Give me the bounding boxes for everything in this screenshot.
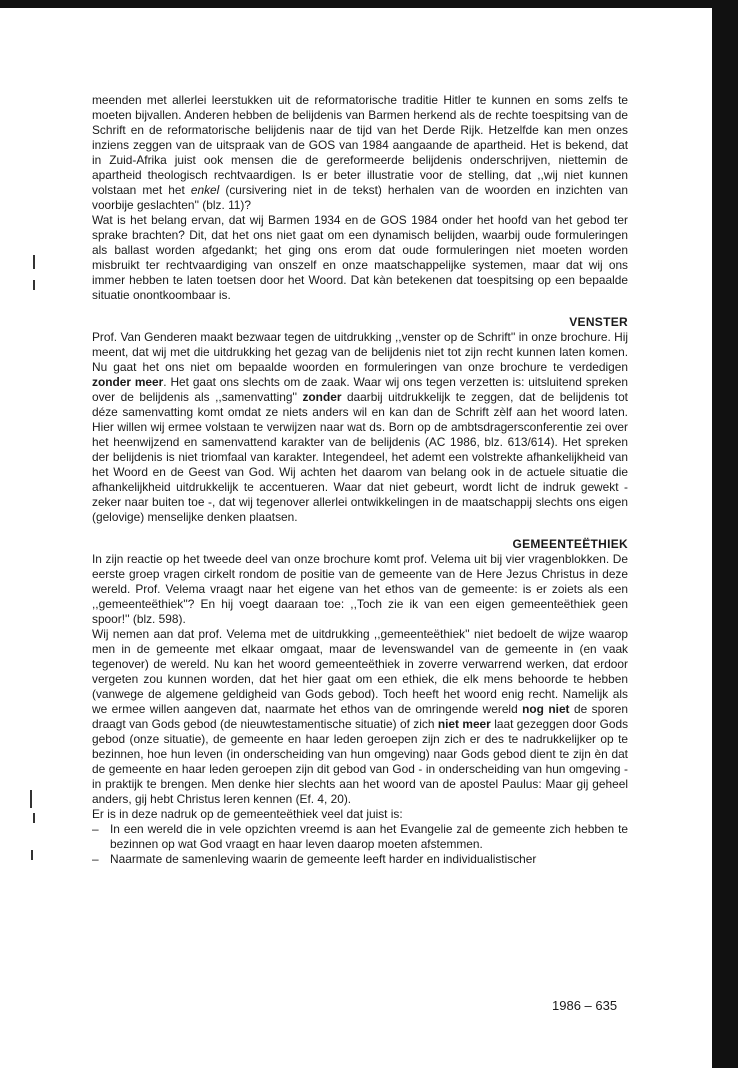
bullet-list	[92, 822, 628, 867]
list-item-text: Naarmate de samenleving waarin de gemeente leeft harder en individualistischer	[110, 852, 537, 866]
text-run: laat gezeggen door Gods gebod (onze situatie), de gemeente en haar leden geroepen zijn zich er des te nadrukkelijker op te bezinnen, hoe hun leven (in onderscheiding van hun omgeving) naar Gods gebod dient te zijn èn dat de gemeente en haar leden geroepen zijn dit gebod van God - in onderscheiding van hun omgeving - in praktijk te brengen. Men denke hier slechts aan het woord van de apostel Paulus: Maar gij geheel anders, gij hebt Christus leren kennen (Ef. 4, 20).	[92, 717, 629, 806]
scan-edge-right	[712, 0, 738, 1068]
paragraph: In zijn reactie op het tweede deel van onze brochure komt prof. Velema uit bij vier vragenblokken. De eerste groep vragen cirkelt rondom de positie van de gemeente van de Here Jezus Christus in deze wereld. Prof. Velema vraagt naar het eigene van het ethos van de gemeente: is er zoiets als een ,,gemeenteëthiek''? En hij voegt daaraan toe: ,,Toch zie ik van een eigen gemeenteëthiek geen spoor!'' (blz. 598).	[92, 552, 628, 626]
bold-text: zonder	[302, 390, 342, 404]
text-run: de sporen draagt van Gods gebod (de nieuwtestamentische situatie) of zich	[92, 702, 628, 731]
text-run: . Het gaat ons slechts om de zaak. Waar wij ons tegen verzetten is: uitsluitend spreken over de belijdenis als ,,samenvatting''	[92, 375, 628, 404]
paragraph: Er is in deze nadruk op de gemeenteëthiek veel dat juist is:	[92, 807, 403, 821]
page-number: 1986 – 635	[552, 998, 618, 1013]
list-item-text: In een wereld die in vele opzichten vreemd is aan het Evangelie zal de gemeente zich hebben te bezinnen op wat God vraagt en haar leven daarop moeten afstemmen.	[110, 822, 628, 851]
bold-text: nog niet	[522, 702, 570, 716]
section-heading: VENSTER	[569, 315, 628, 329]
text-run: meenden met allerlei leerstukken uit de reformatorische traditie Hitler te kunnen en soms zelfs te moeten bijvallen. Anderen hebben de belijdenis van Barmen herkend als de rechte toespitsing van de Schrift en de reformatorische belijdenis naar de tijd van het Derde Rijk. Hetzelfde kan men onzes inziens zeggen van de uitspraak van de GOS van 1984 aangaande de apartheid. Het is bekend, dat in Zuid-Afrika juist ook mensen die de gereformeerde belijdenis onderschrijven, niettemin de apartheid theologisch rechtvaardigen. Is er beter illustratie voor de stelling, dat ,,wij niet kunnen volstaan met het	[92, 93, 628, 197]
bold-text: niet meer	[437, 717, 491, 731]
margin-mark	[30, 790, 32, 808]
dash-marker: –	[92, 822, 99, 836]
list-item	[92, 822, 628, 852]
text-run: Wij nemen aan dat prof. Velema met de uitdrukking ,,gemeenteëthiek'' niet bedoelt de wijze waarop men in de gemeente met elkaar omgaat, maar de levenswandel van de gemeente in (en vaak tegenover) de wereld. Nu kan het woord gemeenteëthiek in zoverre verwarrend werken, dat erdoor vergeten zou kunnen worden, dat het hier gaat om een ethiek, die elk mens behoorde te hebben (vanwege de algemene geldigheid van Gods gebod). Toch heeft het woord enig recht. Namelijk als we ermee willen aangeven dat, naarmate het ethos van de omringende wereld	[92, 627, 628, 716]
margin-mark	[33, 255, 35, 269]
margin-mark	[33, 813, 35, 823]
paragraph: Wat is het belang ervan, dat wij Barmen 1934 en de GOS 1984 onder het hoofd van het gebod ter sprake brachten? Dit, dat het ons niet gaat om een dynamisch belijden, waarbij oude formuleringen als ballast worden afgedankt; het ging ons erom dat oude formuleringen niet moeten worden misbruikt ter rechtvaardiging van onszelf en onze maatschappelijke systemen, maar dat wij ons immer hebben te laten toetsen door het Woord. Dat kàn betekenen dat toespitsing op een bepaalde situatie onontkoombaar is.	[92, 213, 628, 302]
page-body	[92, 93, 628, 867]
section-heading: GEMEENTEËTHIEK	[512, 537, 628, 551]
text-run: Prof. Van Genderen maakt bezwaar tegen de uitdrukking ,,venster op de Schrift'' in onze brochure. Hij meent, dat wij met die uitdrukking het gezag van de belijdenis niet tot zijn recht kunnen laten komen. Nu gaat het ons niet om bepaalde woorden en formuleringen van onze brochure te verdedigen	[92, 330, 628, 374]
paragraph	[92, 330, 628, 525]
paragraph	[92, 93, 628, 213]
list-item	[92, 852, 628, 867]
margin-mark	[31, 850, 33, 860]
scan-edge-top	[0, 0, 738, 8]
paragraph	[92, 627, 628, 807]
text-run: (cursivering niet in de tekst) herhalen van de woorden en inzichten van voorbije geslachten'' (blz. 11)?	[92, 183, 628, 212]
dash-marker: –	[92, 852, 99, 866]
italic-text: enkel	[190, 183, 220, 197]
text-run: daarbij uitdrukkelijk te zeggen, dat de belijdenis tot déze samenvatting komt omdat ze niets anders wil en kan dan de Schrift zèlf aan het woord laten. Hier willen wij ermee volstaan te verwijzen naar wat ds. Born op de ambtsdragersconferentie zei over het heenwijzend en samenvattend karakter van de belijdenis (AC 1986, blz. 613/614). Het spreken der belijdenis is niet triomfaal van karakter. Integendeel, het ademt een volstrekte afhankelijkheid van het Woord en de Geest van God. Wij achten het daarom van belang ook in de actuele situatie die afhankelijkheid uitdrukkelijk te accentueren. Waar dat niet gebeurt, wordt licht de indruk gewekt - zeker naar buiten toe -, dat wij tegenover allerlei ontwikkelingen in de maatschappij slechts ons eigen (gelovige) menselijke denken plaatsen.	[92, 390, 628, 524]
bold-text: zonder meer	[92, 375, 164, 389]
margin-mark	[33, 280, 35, 290]
